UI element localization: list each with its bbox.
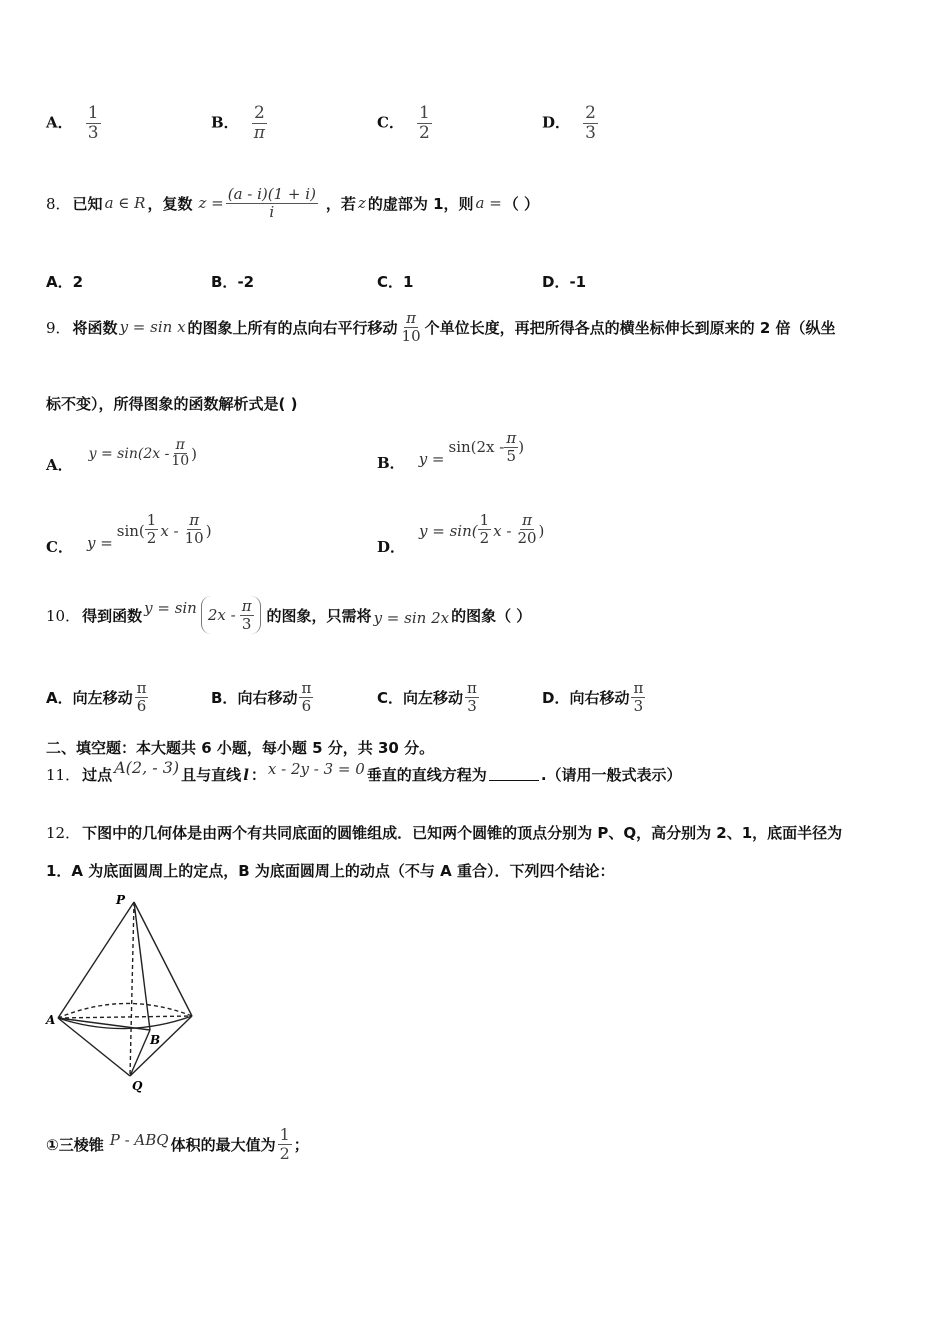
math-expression: x -: [160, 522, 179, 540]
math-function: y = sin 2x: [373, 609, 450, 627]
fraction: $\frac{1}{2}$: [146, 511, 157, 547]
fraction: $\frac{(a - i)(1 + i)}{i}$: [227, 185, 316, 221]
math-expression: y = sin(: [419, 522, 478, 540]
question-text: 得到函数: [82, 606, 143, 625]
math-l: l: [243, 765, 249, 784]
question-10: [46, 596, 531, 634]
fraction: $\frac{\pi}{10}$: [401, 309, 421, 345]
fraction: $\frac{\pi}{6}$: [301, 679, 312, 715]
math-line: x - 2y - 3 = 0: [267, 759, 365, 778]
q10-option-c: [377, 680, 479, 714]
fraction: $\frac{\pi}{10}$: [184, 511, 204, 547]
option-letter: B．: [211, 688, 238, 707]
q10-option-b: [211, 680, 313, 714]
question-number: 8．: [46, 194, 71, 213]
question-text: ，复数: [147, 194, 193, 213]
label-q: Q: [132, 1079, 143, 1093]
question-text: 的图象（ ）: [451, 606, 532, 625]
math-expression: y = sin(2x -: [88, 445, 170, 462]
question-text: 的图象上所有的点向右平行移动: [187, 318, 398, 337]
fraction: $\frac{\pi}{3}$: [633, 679, 644, 715]
question-text: .（请用一般式表示）: [540, 766, 682, 784]
fraction: $\frac{2}{3}$: [585, 103, 596, 143]
question-text: 垂直的直线方程为: [366, 766, 487, 784]
conclusion-text: ；: [293, 1135, 309, 1154]
math-paren: ): [205, 522, 212, 540]
option-letter: C．: [377, 688, 404, 707]
option-letter: A．: [46, 113, 73, 132]
q7-option-b: [211, 104, 267, 142]
question-12-line2: 1．A 为底面圆周上的定点，B 为底面圆周上的动点（不与 A 重合）．下列四个结论：: [46, 862, 615, 880]
math-point: A(2, - 3): [114, 758, 180, 777]
math-condition: a ∈ R: [104, 194, 146, 212]
question-number: 11．: [46, 766, 81, 784]
option-letter: B．: [377, 454, 405, 472]
option-letter: C．: [46, 538, 73, 556]
fraction: $\frac{1}{2}$: [419, 103, 430, 143]
q9-option-b: [377, 430, 524, 473]
math-function: y = sin: [144, 599, 197, 617]
fraction: $\frac{1}{2}$: [279, 1125, 290, 1163]
fraction: $\frac{\pi}{10}$: [171, 436, 190, 469]
math-pyramid: P - ABQ: [109, 1131, 169, 1150]
question-text: 个单位长度，再把所得各点的横坐标伸长到原来的 2 倍（纵坐: [424, 318, 836, 337]
edge-pb: [134, 902, 150, 1030]
option-text: 向左移动: [403, 688, 464, 707]
math-paren: ): [518, 438, 525, 456]
conclusion-text: ①三棱锥: [46, 1135, 104, 1154]
q9-option-a: [46, 432, 197, 475]
q7-option-a: [46, 104, 101, 142]
q10-option-d: [542, 680, 645, 714]
math-expression: y =: [418, 450, 445, 468]
question-number: 12．: [46, 824, 81, 842]
math-paren-group: [201, 596, 261, 634]
conclusion-1: [46, 1126, 309, 1162]
option-letter: D．: [377, 538, 406, 556]
fraction: $\frac{\pi}{6}$: [136, 679, 147, 715]
double-cone-figure: [40, 890, 210, 1100]
edge-bq: [130, 1030, 150, 1076]
option-letter: A．: [46, 456, 73, 474]
option-letter: C．: [377, 113, 404, 132]
edge-p-right: [134, 902, 192, 1016]
math-paren: ): [191, 444, 197, 463]
question-text: 过点: [82, 766, 113, 784]
q7-option-d: [542, 104, 598, 142]
q7-option-c: [377, 104, 432, 142]
option-letter: B．: [211, 113, 239, 132]
math-z-eq: z =: [198, 194, 224, 212]
question-number: 9．: [46, 318, 71, 337]
fraction: $\frac{2}{\pi}$: [253, 103, 265, 143]
label-p: P: [116, 893, 126, 907]
option-letter: D．: [542, 688, 570, 707]
math-function: y = sin x: [119, 318, 186, 336]
fraction: $\frac{\pi}{20}$: [517, 511, 537, 547]
math-paren: ): [538, 522, 545, 540]
question-text: 且与直线: [181, 766, 242, 784]
q10-option-a: [46, 680, 148, 714]
math-a-eq: a =: [475, 194, 502, 212]
question-text: ，若: [325, 194, 356, 213]
q8-option-b: B．-2: [211, 273, 255, 291]
question-text: 下图中的几何体是由两个有共同底面的圆锥组成．已知两个圆锥的顶点分别为 P、Q，高分别为 2、1，底面半径为: [82, 824, 843, 842]
math-expression: sin(2x -: [448, 438, 505, 456]
option-text: 向左移动: [72, 688, 133, 707]
math-expression: 2x -: [207, 606, 236, 624]
question-text: 的图象，只需将: [266, 606, 372, 625]
question-text: ：: [250, 766, 266, 784]
answer-blank[interactable]: [489, 768, 539, 781]
math-expression: x -: [493, 522, 512, 540]
fraction: $\frac{1}{3}$: [87, 103, 99, 143]
q9-option-c: [46, 512, 212, 557]
label-a: A: [46, 1013, 56, 1027]
section-heading: 二、填空题：本大题共 6 小题，每小题 5 分，共 30 分。: [46, 739, 435, 757]
question-9-line2: 标不变），所得图象的函数解析式是( ): [46, 395, 298, 413]
question-text: 将函数: [72, 318, 118, 337]
question-text: （ ）: [503, 194, 540, 213]
conclusion-text: 体积的最大值为: [170, 1135, 276, 1154]
option-letter: D．: [542, 113, 571, 132]
q8-option-a: A．2: [46, 273, 84, 291]
base-diameter: [58, 1016, 192, 1018]
q8-option-d: D．-1: [542, 273, 587, 291]
option-text: 向右移动: [237, 688, 298, 707]
fraction: $\frac{\pi}{3}$: [467, 679, 477, 715]
cone-axis: [130, 902, 134, 1076]
q8-option-c: C．1: [377, 273, 414, 291]
question-12: [46, 822, 842, 843]
math-z: z: [357, 194, 366, 212]
question-text: 的虚部为 1，则: [367, 194, 474, 213]
label-b: B: [150, 1033, 161, 1047]
math-expression: sin(: [116, 522, 145, 540]
question-text: 已知: [72, 194, 103, 213]
question-9: [46, 310, 836, 344]
question-8: [46, 186, 539, 220]
edge-pa: [58, 902, 134, 1018]
fraction: $\frac{\pi}{3}$: [241, 597, 252, 633]
q9-option-d: [377, 512, 544, 557]
question-11: [46, 758, 682, 785]
math-expression: y =: [86, 534, 113, 552]
question-number: 10．: [46, 606, 81, 625]
option-letter: A．: [46, 688, 73, 707]
fraction: $\frac{1}{2}$: [479, 511, 490, 547]
fraction: $\frac{\pi}{5}$: [506, 429, 517, 465]
option-text: 向右移动: [569, 688, 630, 707]
